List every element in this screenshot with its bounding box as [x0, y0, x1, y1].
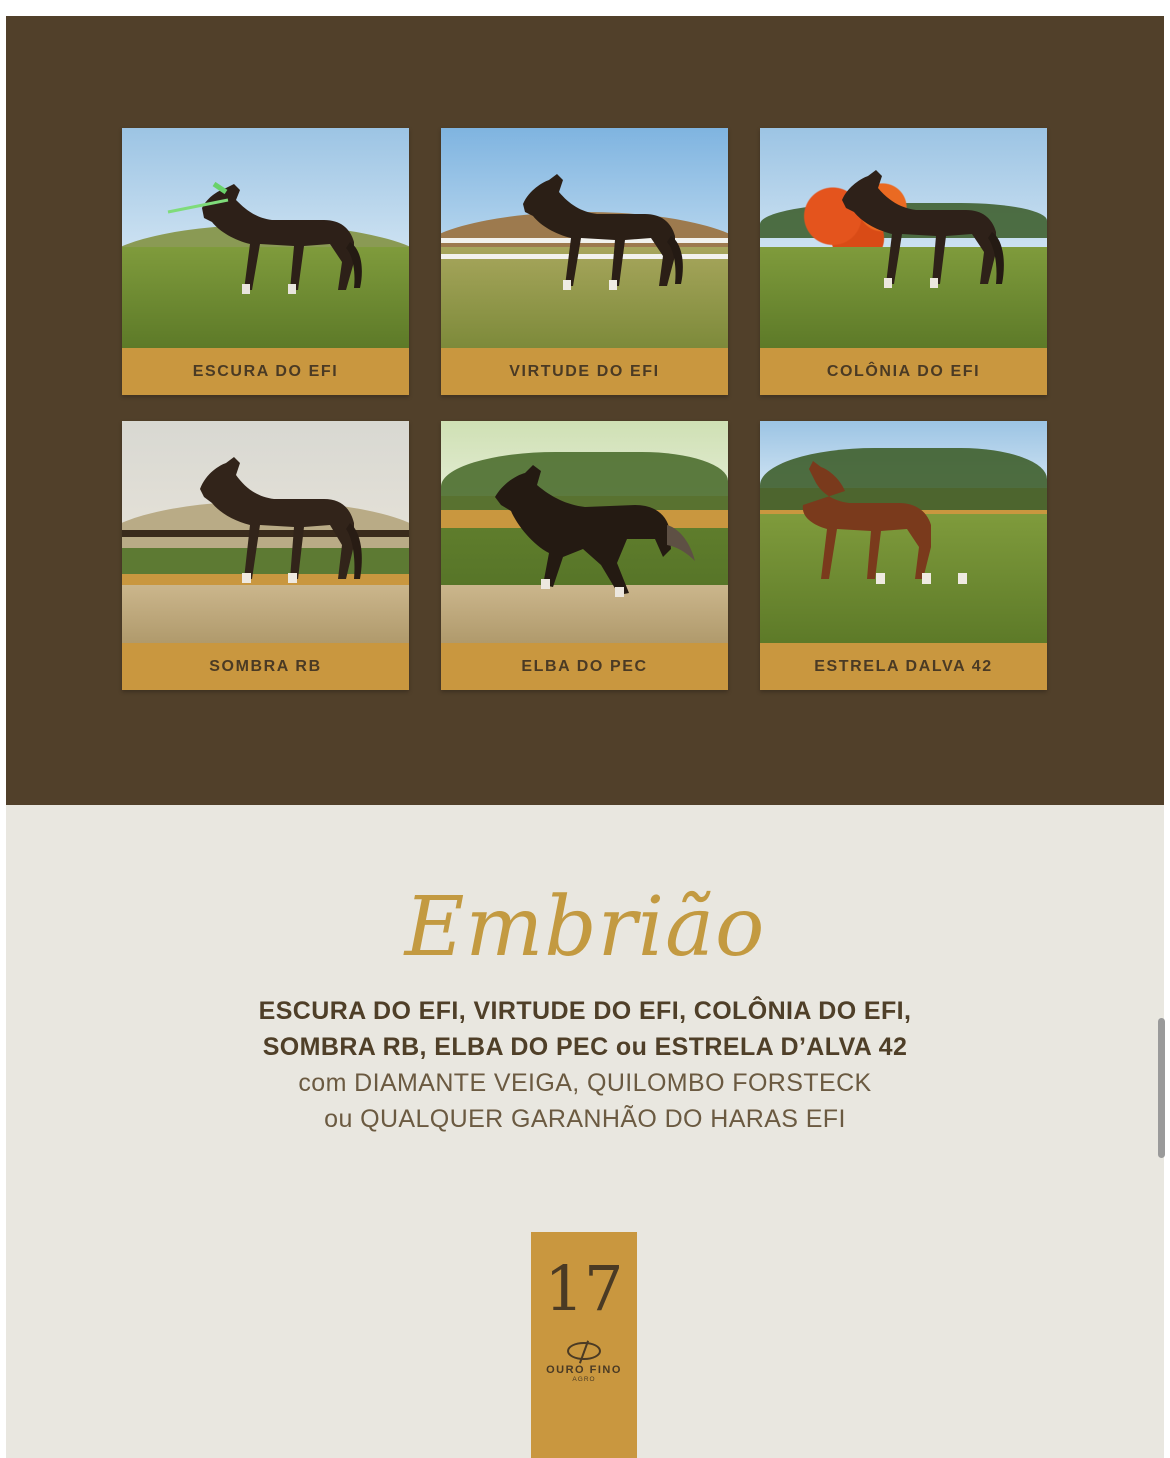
gallery-card[interactable] [760, 128, 1047, 395]
horse-photo-virtude-do-efi [441, 128, 728, 348]
horse-photo-sombra-rb [122, 421, 409, 643]
lot-title: Embrião [404, 880, 766, 975]
logo-subtitle: AGRO [572, 1376, 596, 1383]
gallery-card[interactable] [441, 128, 728, 395]
gallery-card-caption: SOMBRA RB [209, 657, 322, 675]
horse-photo-elba-do-pec [441, 421, 728, 643]
scrollbar-thumb[interactable] [1158, 1018, 1165, 1158]
gallery-card[interactable] [122, 421, 409, 690]
gallery-card-caption: ESCURA DO EFI [192, 362, 339, 380]
photo-panel [0, 16, 1170, 805]
logo-name: OURO FINO [546, 1364, 622, 1376]
lot-subtitle-line-2: SOMBRA RB, ELBA DO PEC ou ESTRELA D’ALVA 42 [262, 1033, 908, 1061]
horse-gallery-grid [122, 128, 1048, 690]
ouro-fino-mark-icon [567, 1342, 601, 1360]
scrollbar-track[interactable] [1158, 0, 1168, 1458]
page-edge-left [0, 0, 6, 1458]
lot-subtitle [0, 993, 1170, 1137]
lot-subtitle-line-3: com DIAMANTE VEIGA, QUILOMBO FORSTECK [298, 1069, 872, 1097]
horse-photo-estrela-dalva-42 [760, 421, 1047, 643]
horse-photo-escura-do-efi [122, 128, 409, 348]
lot-subtitle-line-4: ou QUALQUER GARANHÃO DO HARAS EFI [324, 1105, 846, 1133]
gallery-card[interactable] [122, 128, 409, 395]
lot-number-badge [531, 1232, 637, 1458]
gallery-card-caption: ELBA DO PEC [521, 657, 648, 675]
ouro-fino-logo [546, 1342, 622, 1383]
lot-subtitle-line-1: ESCURA DO EFI, VIRTUDE DO EFI, COLÔNIA DO EFI, [258, 997, 912, 1025]
gallery-card-caption: VIRTUDE DO EFI [509, 362, 660, 380]
gallery-card[interactable] [760, 421, 1047, 690]
horse-photo-colonia-do-efi [760, 128, 1047, 348]
gallery-card-caption: ESTRELA DALVA 42 [814, 657, 993, 675]
lot-number: 17 [544, 1252, 624, 1325]
gallery-card-caption: COLÔNIA DO EFI [826, 362, 981, 380]
gallery-card[interactable] [441, 421, 728, 690]
lot-info-panel [0, 805, 1170, 1458]
